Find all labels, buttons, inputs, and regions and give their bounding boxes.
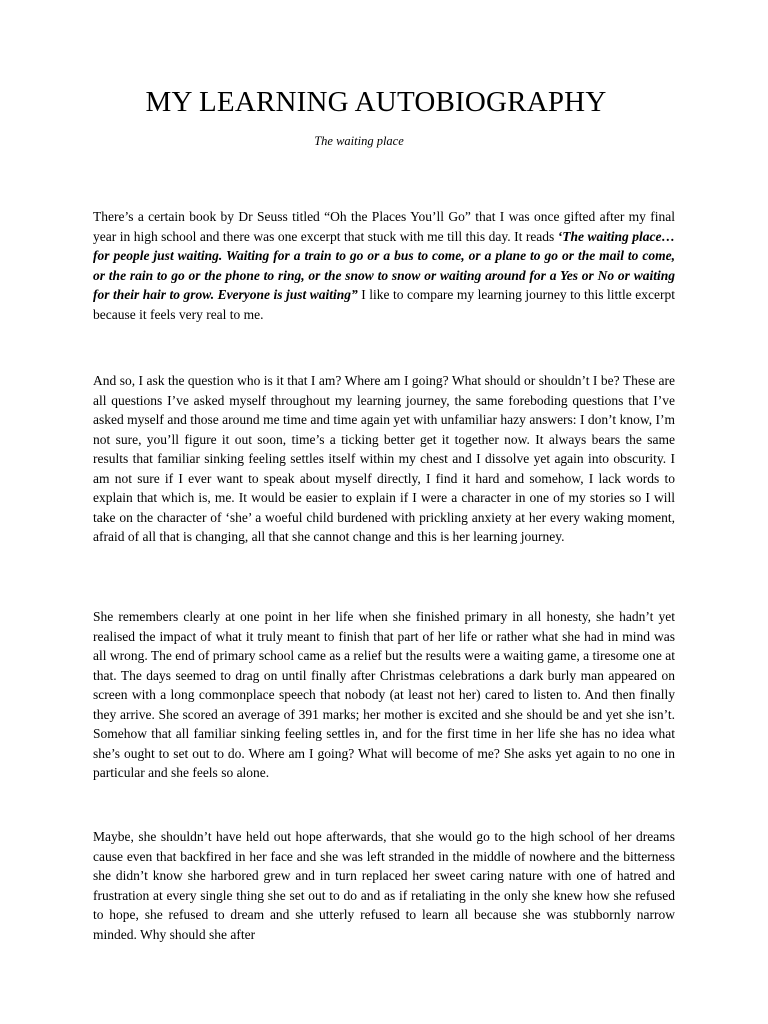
paragraph-1-lead: There’s a certain book by Dr Seuss titled “Oh the Places You’ll Go” that I was once gifted after my final year in high school and there was one excerpt that stuck with me till this day. It reads [93, 209, 675, 244]
page-subtitle: The waiting place [314, 134, 404, 148]
seuss-quote: ‘The waiting place…for people just waiting. Waiting for a train to go or a bus to come, or a plane to go or the mail to come, or the rain to go or the phone to ring, or the snow to snow or waiting around for a Yes or No or waiting for their hair to grow. Everyone is just waiting” [93, 228, 676, 302]
paragraph-1-tail: I like to compare my learning journey to this little excerpt because it feels very real to me. [93, 287, 675, 322]
page-title: MY LEARNING AUTOBIOGRAPHY [145, 86, 607, 118]
paragraph-1 [93, 207, 675, 324]
paragraph-4: Maybe, she shouldn’t have held out hope afterwards, that she would go to the high school of her dreams cause even that backfired in her face and she was left stranded in the middle of nowhere and the bitterness she didn’t know she harbored grew and in turn replaced her sweet caring nature with one of hatred and frustration at every single thing she set out to do and as if retaliating in the only she knew how she refused to hope, she refused to dream and she utterly refused to learn all because she was stubbornly narrow minded. Why should she after [93, 829, 675, 942]
paragraph-3: She remembers clearly at one point in her life when she finished primary in all honesty, she hadn’t yet realised the impact of what it truly meant to finish that part of her life or rather what she had in mind was all wrong. The end of primary school came as a relief but the results were a waiting game, a tiresome one at that. The days seemed to drag on until finally after Christmas celebrations a dark burly man appeared on screen with a long commonplace speech that nobody (at least not her) cared to listen to. And then finally they arrive. She scored an average of 391 marks; her mother is excited and she should be and yet she isn’t. Somehow that all familiar sinking feeling settles in, and for the first time in her life she has no idea what she’s ought to set out to do. Where am I going? What will become of me? She asks yet again to no one in particular and she feels so alone. [93, 609, 675, 780]
paragraph-2: And so, I ask the question who is it that I am? Where am I going? What should or shouldn’t I be? These are all questions I’ve asked myself throughout my learning journey, the same foreboding questions that I’ve asked myself and those around me time and time again yet with unfamiliar hazy answers: I don’t know, I’m not sure, you’ll figure it out soon, time’s a ticking better get it together now. It always bears the same results that familiar sinking feeling settles itself within my chest and I dissolve yet again into obscurity. I am not sure if I ever want to speak about myself directly, I find it hard and somehow, I lack words to explain that which is, me. It would be easier to explain if I were a character in one of my stories so I will take on the character of ‘she’ a woeful child burdened with prickling anxiety at her every waking moment, afraid of all that is changing, all that she cannot change and this is her learning journey. [93, 373, 675, 544]
